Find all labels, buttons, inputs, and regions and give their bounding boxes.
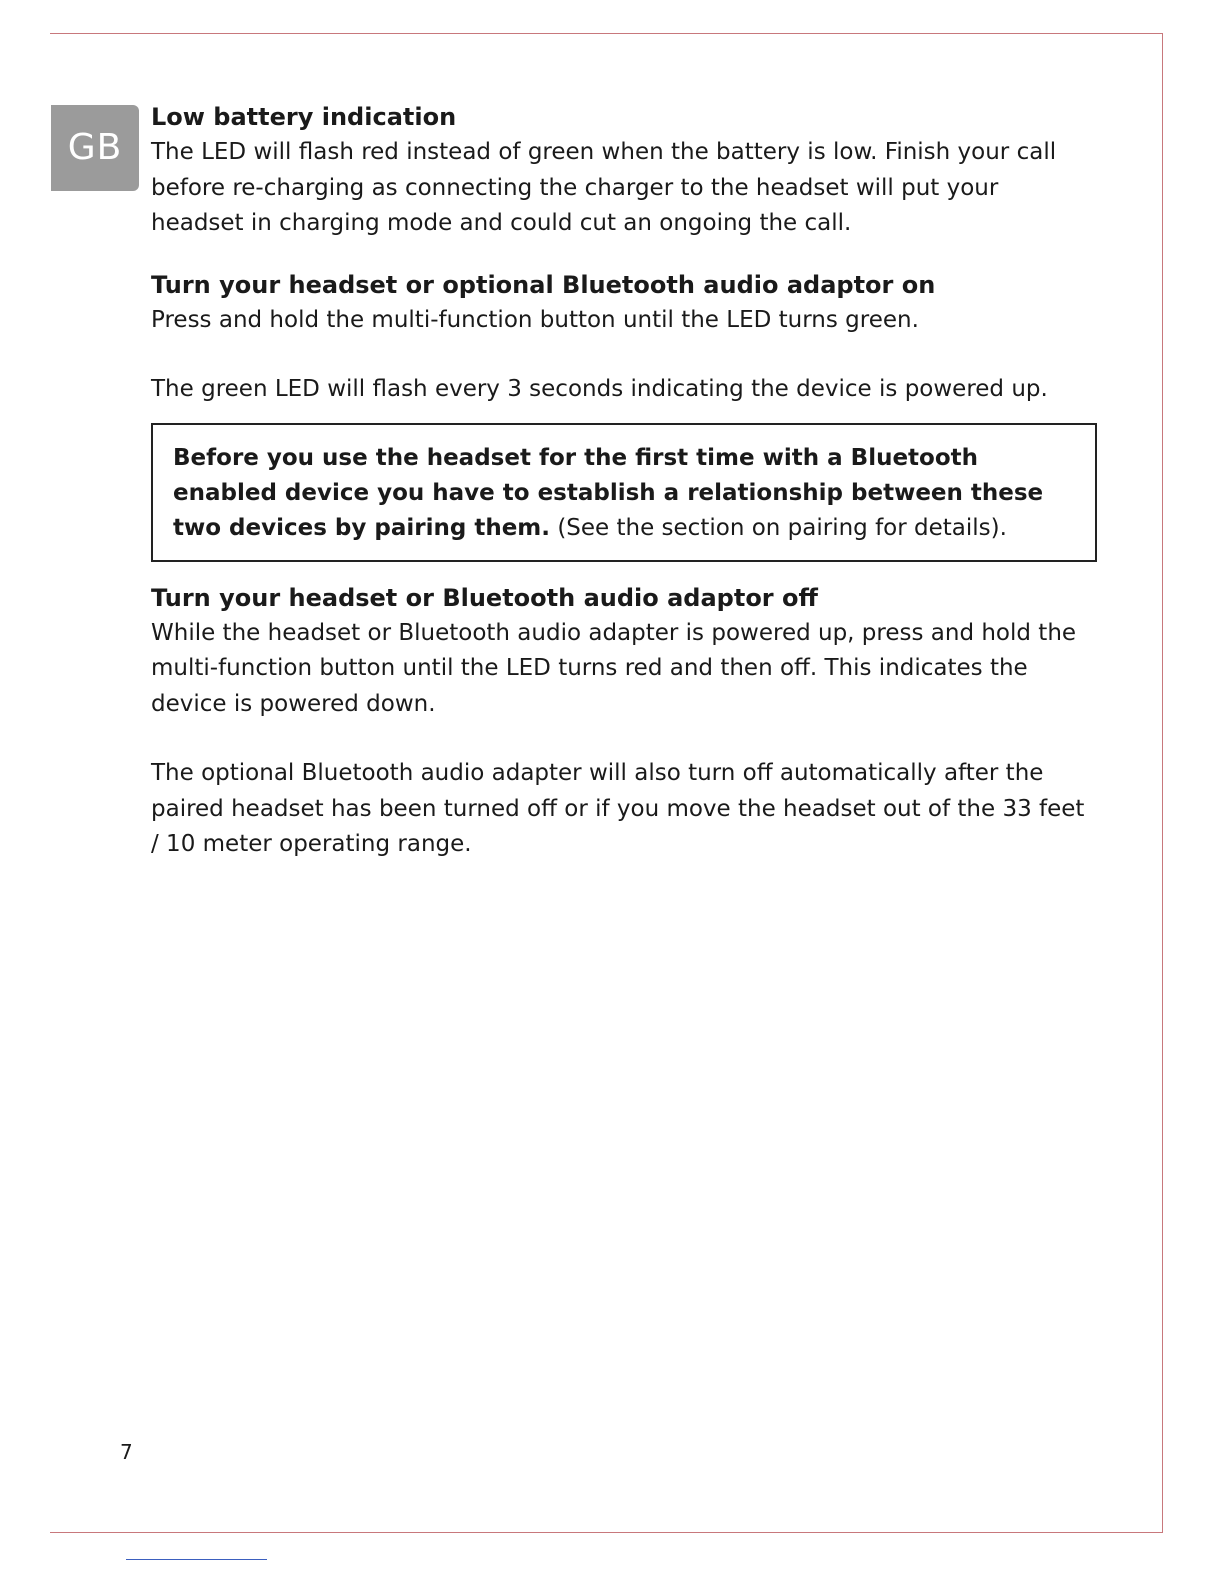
frame-bottom-rule — [50, 1532, 1163, 1533]
frame-top-rule — [50, 33, 1163, 34]
low-battery-heading: Low battery indication — [151, 103, 457, 131]
turn-on-heading: Turn your headset or optional Bluetooth audio adaptor on — [151, 270, 936, 299]
turn-on-led-text: The green LED will flash every 3 seconds indicating the device is powered up. — [151, 376, 1048, 402]
pairing-notice-bold: Before you use the headset for the first time with a Bluetooth enabled device you have to establish a relationship between these two devices by pairing them. — [173, 444, 1044, 541]
turn-off-heading: Turn your headset or Bluetooth audio adaptor off — [151, 583, 818, 612]
auto-off-text: The optional Bluetooth audio adapter will also turn off automatically after the paired headset has been turned off or if you move the headset out of the 33 feet / 10 meter operating range. — [151, 760, 1085, 857]
frame-right-rule — [1162, 33, 1163, 1533]
pairing-notice-normal: (See the section on pairing for details). — [557, 514, 1007, 541]
pairing-notice-box — [151, 423, 1097, 562]
low-battery-text: The LED will flash red instead of green when the battery is low. Finish your call before re-charging as connecting the charger to the headset will put your headset in charging mode and could cut an ongoing the call. — [151, 139, 1057, 236]
language-tab: GB — [51, 105, 139, 191]
bottom-blue-line — [126, 1559, 267, 1560]
page-number: 7 — [120, 1440, 133, 1464]
turn-on-text: Press and hold the multi-function button until the LED turns green. — [151, 306, 919, 333]
page-content — [151, 100, 1097, 863]
turn-off-text: While the headset or Bluetooth audio adapter is powered up, press and hold the multi-function button until the LED turns red and then off. This indicates the device is powered down. — [151, 619, 1077, 717]
